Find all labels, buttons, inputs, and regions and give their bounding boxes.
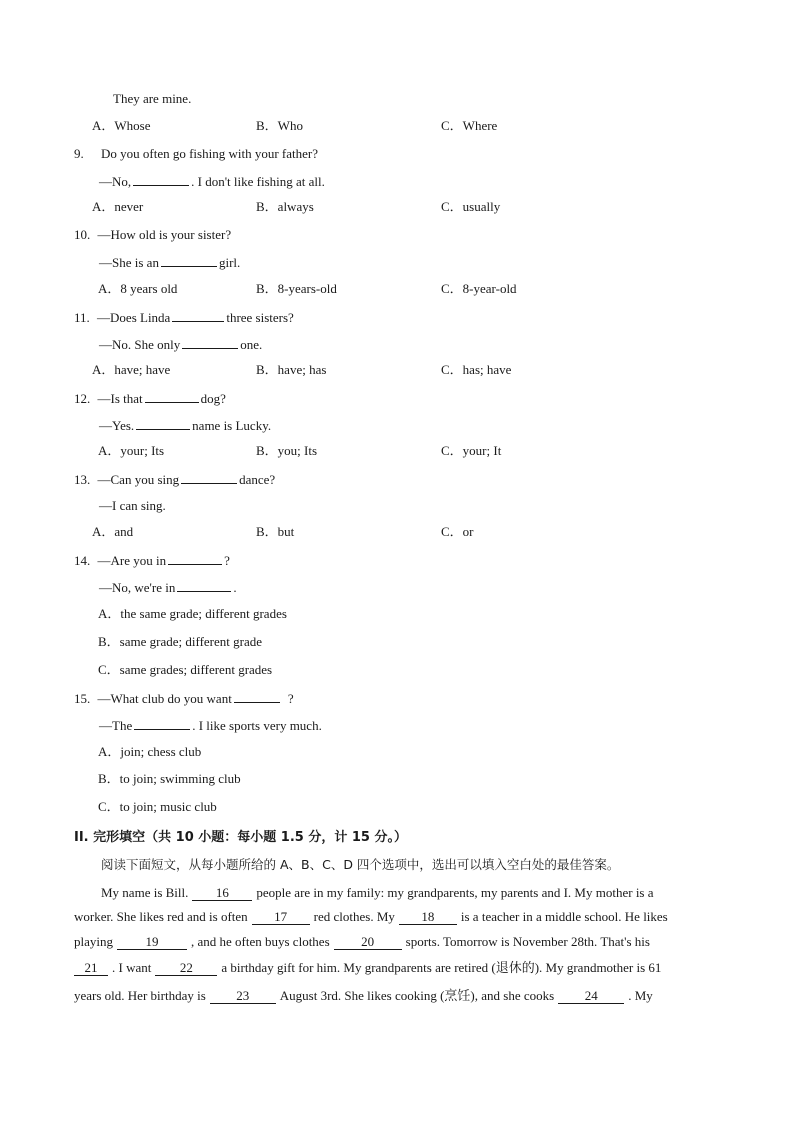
q14-option-c[interactable]: C．same grades; different grades [98,662,273,677]
q10-number: 10. [74,227,91,242]
q13-number: 13. [74,472,91,487]
cloze-blank-16[interactable]: 16 [192,886,252,901]
q11-option-a[interactable]: A．have; have [92,362,171,377]
q11-blank-2[interactable] [182,336,238,349]
q8-answer-line: They are mine. [113,91,192,106]
q10-option-a[interactable]: A．8 years old [98,281,178,296]
q9-question-text: Do you often go fishing with your father? [101,146,318,161]
passage-text: My name is Bill. [101,885,189,900]
q12-answer-pre: —Yes. [99,418,135,433]
q8-option-a[interactable]: A．Whose [92,118,151,133]
q12-blank-1[interactable] [145,390,199,403]
q13-option-a[interactable]: A．and [92,524,134,539]
q10-question-text: —How old is your sister? [97,227,232,242]
q8-option-c[interactable]: C．Where [441,118,498,133]
q12-number: 12. [74,391,91,406]
q14-blank-2[interactable] [177,579,231,592]
passage-text: a birthday gift for him. My grandparents are retired (退休的). My grandmother is 61 [221,960,662,975]
q14-option-b[interactable]: B．same grade; different grade [98,634,262,649]
cloze-blank-23[interactable]: 23 [210,989,276,1004]
q10-answer-pre: —She is an [99,255,159,270]
q11-blank-1[interactable] [172,309,224,322]
passage-text: years old. Her birthday is [74,988,206,1003]
q11-answer-post: one. [240,337,263,352]
q10-option-b[interactable]: B．8-years-old [256,281,337,296]
q15-answer [99,717,322,734]
q15-option-b[interactable]: B．to join; swimming club [98,771,241,786]
q11-answer-pre: —No. She only [99,337,181,352]
q12-blank-2[interactable] [136,417,190,430]
q14-answer-post: . [233,580,237,595]
q15-number: 15. [74,691,91,706]
q10-option-c[interactable]: C．8-year-old [441,281,517,296]
q14-answer [99,579,237,596]
q12-answer-post: name is Lucky. [192,418,272,433]
cloze-blank-17[interactable]: 17 [252,910,310,925]
passage-text: sports. Tomorrow is November 28th. That's his [405,934,650,949]
q15-answer-pre: —The [99,718,133,733]
q10-answer [99,254,240,271]
q12-question-pre: —Is that [97,391,143,406]
passage-line-1 [101,885,722,901]
q12-option-b[interactable]: B．you; Its [256,443,318,458]
q13-question-post: dance? [239,472,276,487]
passage-line-2 [74,909,722,925]
q13-question-pre: —Can you sing [97,472,180,487]
q15-question [74,690,294,707]
passage-text: . I want [112,960,152,975]
q14-question-pre: —Are you in [97,553,167,568]
q15-answer-post: . I like sports very much. [192,718,322,733]
q9-answer-post: . I don't like fishing at all. [191,174,325,189]
passage-line-3 [74,934,722,950]
cloze-blank-20[interactable]: 20 [334,935,402,950]
cloze-blank-22[interactable]: 22 [155,961,217,976]
passage-text: August 3rd. She likes cooking (烹饪), and she cooks [279,988,555,1003]
q8-option-b[interactable]: B．Who [256,118,303,133]
q13-option-c[interactable]: C．or [441,524,474,539]
q14-blank-1[interactable] [168,552,222,565]
cloze-blank-19[interactable]: 19 [117,935,187,950]
q13-blank[interactable] [181,471,237,484]
q15-question-post: ? [287,691,294,706]
q9-number: 9. [74,146,84,161]
q11-question [74,309,294,326]
q14-option-a[interactable]: A．the same grade; different grades [98,606,287,621]
q10-blank[interactable] [161,254,217,267]
q11-answer [99,336,262,353]
q15-option-c[interactable]: C．to join; music club [98,799,217,814]
q12-answer [99,417,271,434]
q9-option-a[interactable]: A．never [92,199,144,214]
q15-option-a[interactable]: A．join; chess club [98,744,202,759]
q11-option-b[interactable]: B．have; has [256,362,327,377]
passage-line-4 [74,960,722,976]
q14-question-post: ? [224,553,230,568]
q9-option-c[interactable]: C．usually [441,199,501,214]
passage-text: is a teacher in a middle school. He likes [460,909,668,924]
q12-option-a[interactable]: A．your; Its [98,443,165,458]
passage-text: . My [628,988,653,1003]
q9-option-b[interactable]: B．always [256,199,314,214]
cloze-blank-21[interactable]: 21 [74,961,108,976]
q9-answer-pre: —No, [99,174,132,189]
q14-answer-pre: —No, we're in [99,580,176,595]
passage-line-5 [74,988,722,1004]
section-instruction: 阅读下面短文，从每小题所给的 A、B、C、D 四个选项中，选出可以填入空白处的最佳答案。 [101,857,620,872]
q9-blank[interactable] [133,173,189,186]
passage-text: worker. She likes red and is often [74,909,248,924]
q13-option-b[interactable]: B．but [256,524,295,539]
q14-number: 14. [74,553,91,568]
cloze-blank-24[interactable]: 24 [558,989,624,1004]
q15-question-pre: —What club do you want [97,691,232,706]
passage-text: , and he often buys clothes [191,934,330,949]
q12-option-c[interactable]: C．your; It [441,443,502,458]
q11-question-post: three sisters? [226,310,294,325]
q14-question [74,552,230,569]
q9-question [74,146,318,162]
cloze-blank-18[interactable]: 18 [399,910,457,925]
passage-text: red clothes. My [313,909,395,924]
q13-answer: —I can sing. [99,498,166,513]
q11-option-c[interactable]: C．has; have [441,362,512,377]
q13-question [74,471,275,488]
passage-text: people are in my family: my grandparents, my parents and I. My mother is a [256,885,654,900]
q11-question-pre: —Does Linda [97,310,171,325]
q12-question-post: dog? [200,391,226,406]
q9-answer [99,173,325,190]
section-title: II. 完形填空（共 10 小题：每小题 1.5 分，计 15 分。） [74,830,408,845]
q10-answer-post: girl. [218,255,241,270]
passage-text: playing [74,934,113,949]
q15-blank-2[interactable] [134,717,190,730]
q15-blank-1[interactable] [234,690,280,703]
q10-question [74,227,231,243]
q11-number: 11. [74,310,90,325]
q12-question [74,390,226,407]
